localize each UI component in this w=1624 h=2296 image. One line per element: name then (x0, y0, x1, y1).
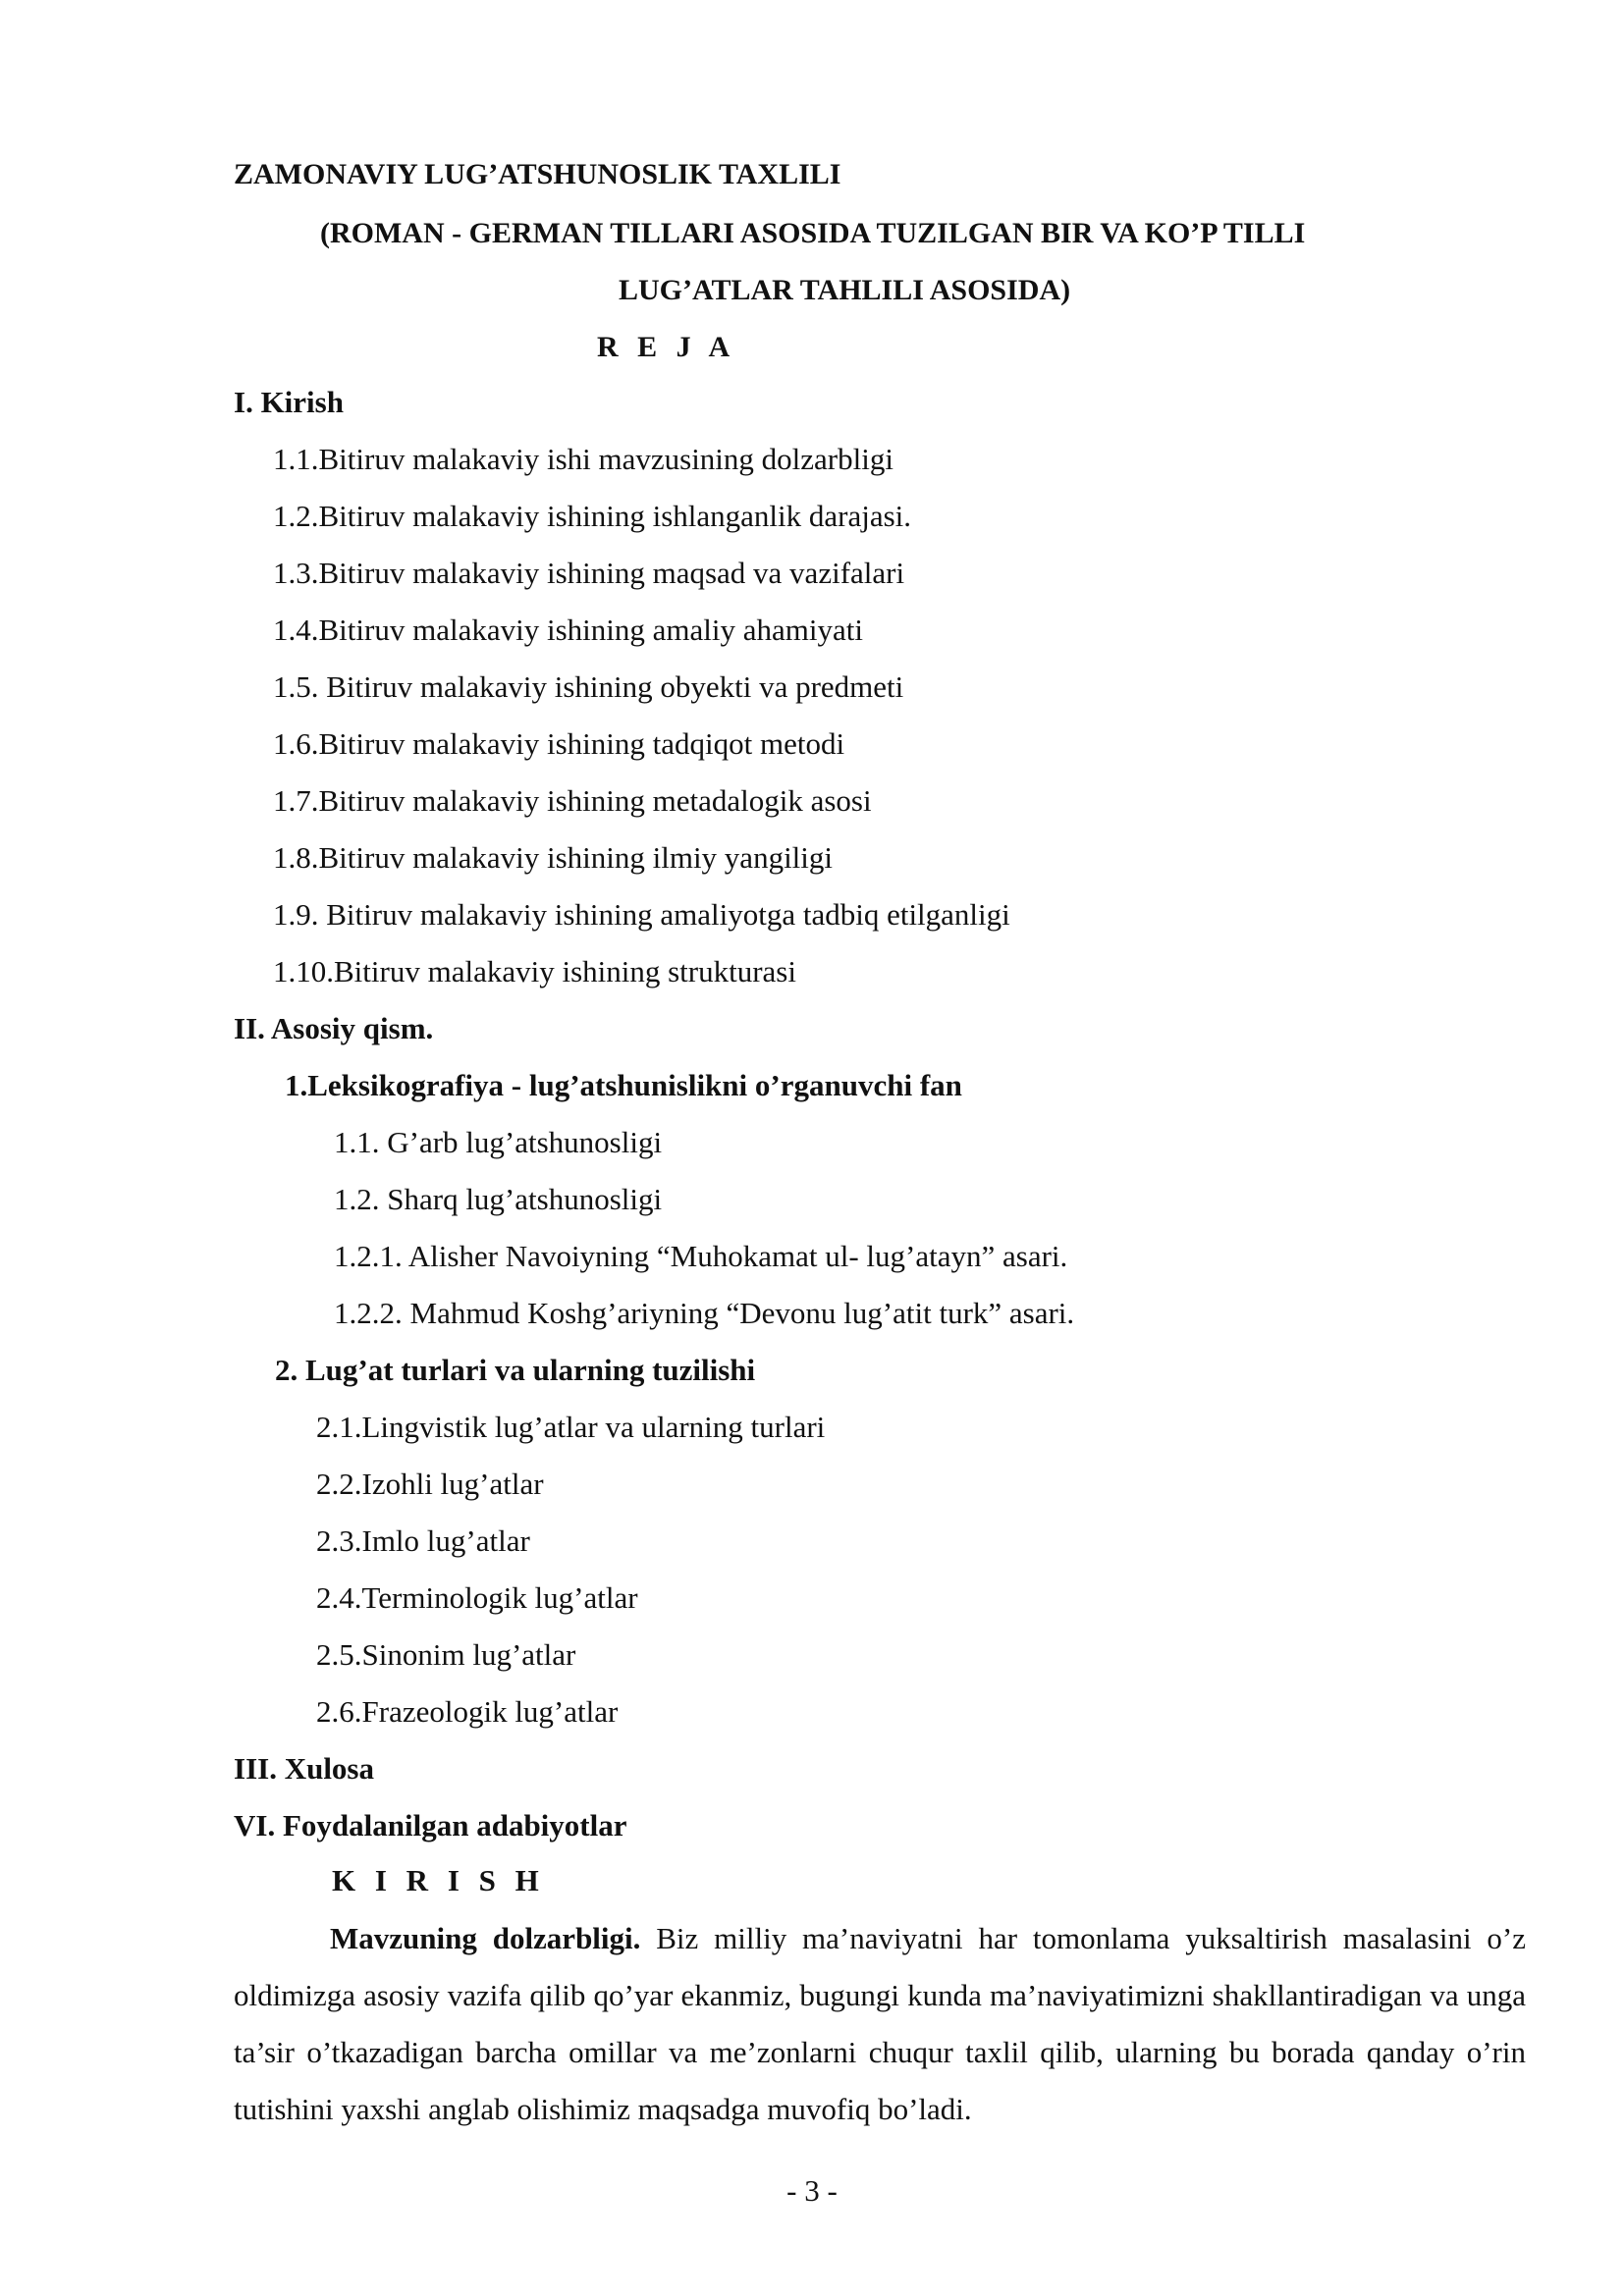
subsection-heading-lexicography: 1.Leksikografiya - lug’atshunislikni o’rganuvchi fan (285, 1068, 962, 1102)
document-title-line-1: ZAMONAVIY LUG’ATSHUNOSLIK TAXLILI (234, 158, 841, 190)
plan-item: 2.6.Frazeologik lug’atlar (316, 1694, 619, 1729)
plan-item: 1.9. Bitiruv malakaviy ishining amaliyotga tadbiq etilganligi (273, 897, 1010, 932)
subsection-heading-dictionary-types: 2. Lug’at turlari va ularning tuzilishi (275, 1353, 756, 1387)
section-heading-introduction: I. Kirish (234, 385, 344, 419)
section-heading-conclusion: III. Xulosa (234, 1751, 374, 1786)
section-heading-references: VI. Foydalanilgan adabiyotlar (234, 1808, 627, 1842)
plan-item: 1.7.Bitiruv malakaviy ishining metadalogik asosi (273, 783, 872, 818)
plan-heading: R E J A (597, 331, 736, 363)
document-title-line-2: (ROMAN - GERMAN TILLARI ASOSIDA TUZILGAN BIR VA KO’P TILLI (320, 217, 1306, 249)
plan-item: 1.10.Bitiruv malakaviy ishining strukturasi (273, 954, 796, 988)
plan-item: 2.5.Sinonim lug’atlar (316, 1637, 576, 1672)
plan-item: 1.6.Bitiruv malakaviy ishining tadqiqot metodi (273, 726, 845, 761)
paragraph-text: Biz milliy ma’naviyatni har tomonlama yuksaltirish masalasini o’z oldimizga asosiy vazifa qilib qo’yar ekanmiz, bugungi kunda ma’naviyatimizni shakllantiradigan va unga ta’sir o’tkazadigan barcha omillar va me’zonlarni chuqur taxlil qilib, ularning bu borada qanday o’rin tutishini yaxshi anglab olishimiz maqsadga muvofiq bo’ladi. (234, 1921, 1526, 2126)
plan-item: 1.8.Bitiruv malakaviy ishining ilmiy yangiligi (273, 840, 834, 875)
introduction-paragraph (234, 1910, 1526, 2138)
document-title-line-3: LUG’ATLAR TAHLILI ASOSIDA) (619, 274, 1071, 306)
page-number: - 3 - (786, 2173, 838, 2208)
plan-item: 1.3.Bitiruv malakaviy ishining maqsad va vazifalari (273, 556, 905, 590)
plan-item: 2.1.Lingvistik lug’atlar va ularning turlari (316, 1410, 826, 1444)
plan-item: 2.3.Imlo lug’atlar (316, 1523, 530, 1558)
plan-item: 2.2.Izohli lug’atlar (316, 1467, 544, 1501)
plan-item: 1.1.Bitiruv malakaviy ishi mavzusining dolzarbligi (273, 442, 893, 476)
plan-item: 1.5. Bitiruv malakaviy ishining obyekti va predmeti (273, 669, 904, 704)
plan-item: 1.2.1. Alisher Navoiyning “Muhokamat ul- lug’atayn” asari. (334, 1239, 1068, 1273)
plan-item: 1.2.Bitiruv malakaviy ishining ishlanganlik darajasi. (273, 499, 912, 533)
introduction-heading: K I R I S H (332, 1863, 545, 1897)
plan-item: 1.2.2. Mahmud Koshg’ariyning “Devonu lug’atit turk” asari. (334, 1296, 1075, 1330)
plan-item: 1.1. G’arb lug’atshunosligi (334, 1125, 663, 1159)
plan-item: 1.4.Bitiruv malakaviy ishining amaliy ahamiyati (273, 613, 863, 647)
paragraph-lead-bold: Mavzuning dolzarbligi. (330, 1921, 641, 1955)
section-heading-main-part: II. Asosiy qism. (234, 1011, 434, 1045)
plan-item: 1.2. Sharq lug’atshunosligi (334, 1182, 663, 1216)
plan-item: 2.4.Terminologik lug’atlar (316, 1580, 638, 1615)
